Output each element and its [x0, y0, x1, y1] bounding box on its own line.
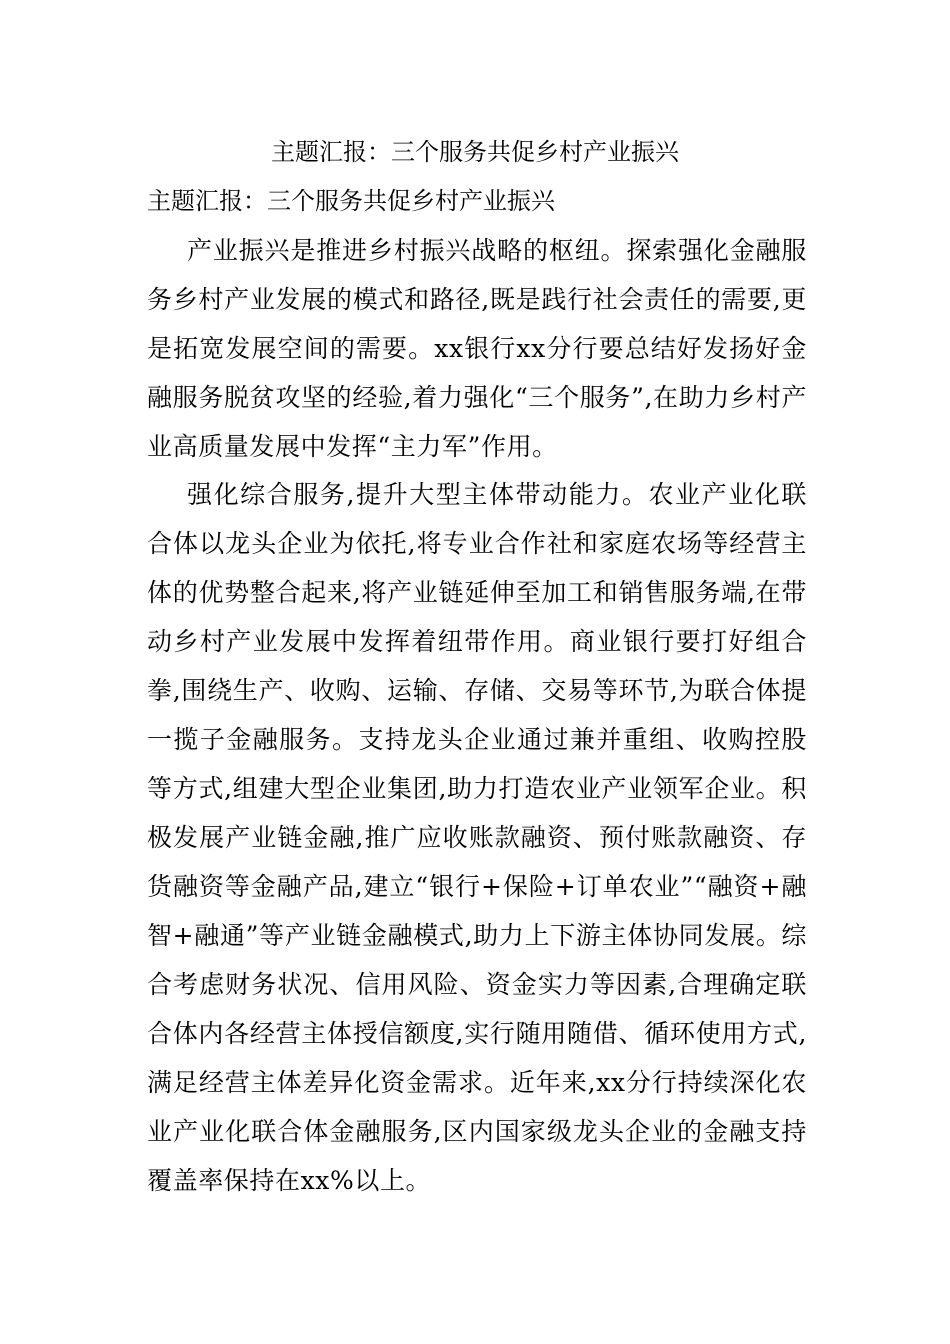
document-subtitle: 主题汇报：三个服务共促乡村产业振兴 — [147, 187, 555, 215]
paragraph-intro: 产业振兴是推进乡村振兴战略的枢纽。探索强化金融服务乡村产业发展的模式和路径,既是践行社会责任的需要,更是拓宽发展空间的需要。xx银行xx分行要总结好发扬好金融服务脱贫攻坚的经验,着力强化“三个服务”,在助力乡村产业高质量发展中发挥“主力军”作用。 — [147, 236, 807, 461]
document-title: 主题汇报：三个服务共促乡村产业振兴 — [271, 138, 679, 166]
paragraph-comprehensive-service: 强化综合服务,提升大型主体带动能力。农业产业化联合体以龙头企业为依托,将专业合作社和家庭农场等经营主体的优势整合起来,将产业链延伸至加工和销售服务端,在带动乡村产业发展中发挥着纽带作用。商业银行要打好组合拳,围绕生产、收购、运输、存储、交易等环节,为联合体提一揽子金融服务。支持龙头企业通过兼并重组、收购控股等方式,组建大型企业集团,助力打造农业产业领军企业。积极发展产业链金融,推广应收账款融资、预付账款融资、存货融资等金融产品,建立“银行+保险+订单农业”“融资+融智+融通”等产业链金融模式,助力上下游主体协同发展。综合考虑财务状况、信用风险、资金实力等因素,合理确定联合体内各经营主体授信额度,实行随用随借、循环使用方式,满足经营主体差异化资金需求。近年来,xx分行持续深化农业产业化联合体金融服务,区内国家级龙头企业的金融支持覆盖率保持在xx%以上。 — [147, 480, 807, 1195]
